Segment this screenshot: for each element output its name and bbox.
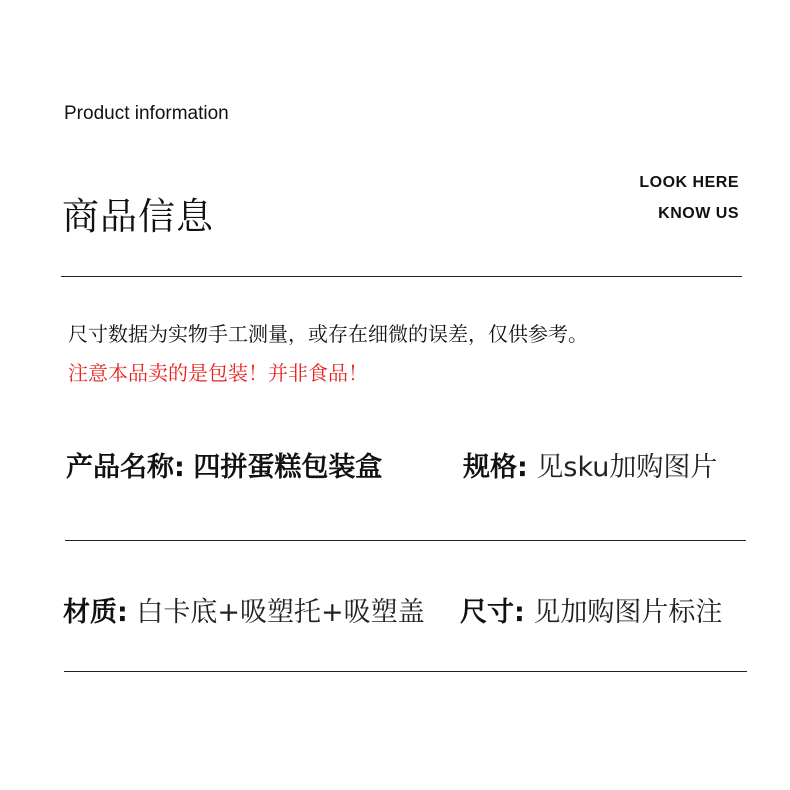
know-us-text: KNOW US [658, 205, 739, 222]
look-here-text: LOOK HERE [639, 174, 739, 191]
product-name-value: 四拼蛋糕包装盒 [193, 452, 383, 483]
size-value: 见加购图片标注 [533, 597, 723, 628]
product-name-label: 产品名称: [66, 452, 185, 483]
page-title: 商品信息 [62, 195, 214, 238]
product-name-row [66, 445, 382, 484]
spec-row [463, 445, 717, 484]
bottom-divider [64, 671, 747, 672]
spec-value: 见sku加购图片 [536, 452, 718, 483]
material-row [63, 590, 425, 629]
size-row [460, 590, 722, 629]
size-label: 尺寸: [460, 597, 525, 628]
material-value: 白卡底+吸塑托+吸塑盖 [136, 597, 425, 628]
spec-divider [65, 540, 746, 541]
material-label: 材质: [63, 597, 128, 628]
header-divider [61, 276, 742, 277]
section-subtitle: Product information [64, 103, 229, 124]
measurement-disclaimer: 尺寸数据为实物手工测量，或存在细微的误差，仅供参考。 [68, 322, 588, 346]
spec-label: 规格: [463, 452, 528, 483]
packaging-warning: 注意本品卖的是包装！并非食品！ [68, 361, 368, 385]
